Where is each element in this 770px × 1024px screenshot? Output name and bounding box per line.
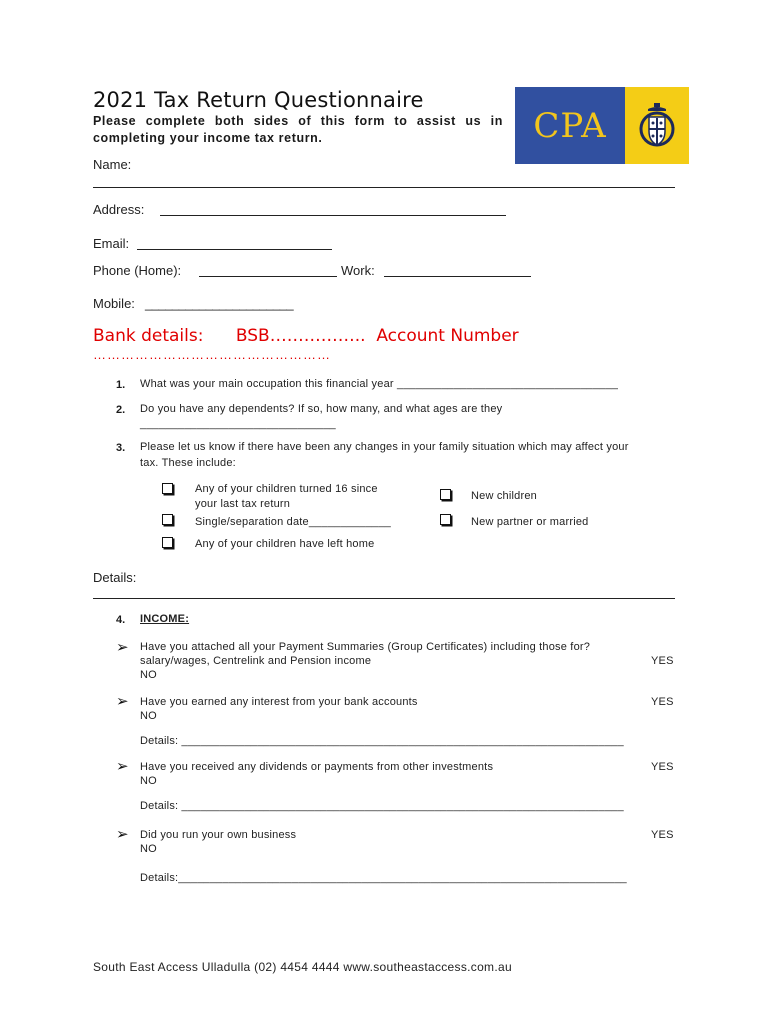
cpa-logo <box>515 87 689 164</box>
q2-number: 2. <box>116 404 126 416</box>
payment-summaries-no[interactable]: NO <box>140 669 157 681</box>
arrow-bullet-icon: ➢ <box>116 639 129 656</box>
footer-contact: South East Access Ulladulla (02) 4454 4444 www.southeastaccess.com.au <box>93 960 512 974</box>
q1-occupation[interactable]: What was your main occupation this financial year ___________________________________ <box>140 378 619 390</box>
q3-text-line-1: Please let us know if there have been any changes in your family situation which may affect your <box>140 441 629 453</box>
arrow-bullet-icon: ➢ <box>116 758 129 775</box>
dividends-question: Have you received any dividends or payments from other investments <box>140 761 494 773</box>
email-field[interactable] <box>137 249 332 250</box>
dividends-yes[interactable]: YES <box>651 761 674 773</box>
option-children-16-line-1: Any of your children turned 16 since <box>195 483 378 495</box>
business-no[interactable]: NO <box>140 843 157 855</box>
option-new-children: New children <box>471 490 537 502</box>
work-label: Work: <box>341 263 375 278</box>
checkbox-left-home[interactable] <box>162 537 173 548</box>
address-label: Address: <box>93 202 145 217</box>
dividends-details-field[interactable]: Details: ______________________________________________________________________ <box>140 800 624 812</box>
interest-question: Have you earned any interest from your bank accounts <box>140 696 418 708</box>
business-question: Did you run your own business <box>140 829 297 841</box>
checkbox-children-16[interactable] <box>162 483 173 494</box>
account-number-field[interactable]: …………………………………………… <box>93 347 331 362</box>
bank-details: Bank details: BSB…………….. Account Number <box>93 326 519 346</box>
q3-text-line-2: tax. These include: <box>140 457 236 469</box>
email-label: Email: <box>93 236 130 251</box>
instructions: Please complete both sides of this form to assist us in completing your income tax return. <box>93 114 503 145</box>
option-children-16-line-2: your last tax return <box>195 498 291 510</box>
payment-summaries-line-2: salary/wages, Centrelink and Pension income <box>140 655 372 667</box>
mobile-label: Mobile: <box>93 296 135 311</box>
interest-no[interactable]: NO <box>140 710 157 722</box>
details-field[interactable] <box>93 598 675 599</box>
name-field[interactable] <box>93 187 675 188</box>
page-title: 2021 Tax Return Questionnaire <box>93 88 424 112</box>
details-label: Details: <box>93 570 137 585</box>
crest-icon <box>625 87 689 164</box>
phone-home-field[interactable] <box>199 276 337 277</box>
option-new-partner: New partner or married <box>471 516 589 528</box>
q2-dependents: Do you have any dependents? If so, how many, and what ages are they <box>140 403 503 415</box>
checkbox-separation[interactable] <box>162 514 173 525</box>
logo-text: CPA <box>533 105 607 146</box>
income-heading: INCOME: <box>140 613 190 625</box>
checkbox-new-children[interactable] <box>440 489 451 500</box>
payment-summaries-yes[interactable]: YES <box>651 655 674 667</box>
address-field[interactable] <box>160 215 506 216</box>
option-left-home: Any of your children have left home <box>195 538 375 550</box>
option-separation: Single/separation date_____________ <box>195 516 391 528</box>
work-field[interactable] <box>384 276 531 277</box>
q4-number: 4. <box>116 614 126 626</box>
arrow-bullet-icon: ➢ <box>116 826 129 843</box>
business-yes[interactable]: YES <box>651 829 674 841</box>
q1-number: 1. <box>116 379 126 391</box>
dividends-no[interactable]: NO <box>140 775 157 787</box>
q2-dependents-field[interactable]: _______________________________ <box>140 418 336 430</box>
payment-summaries-line-1: Have you attached all your Payment Summaries (Group Certificates) including those for? <box>140 641 591 653</box>
interest-details-field[interactable]: Details: ______________________________________________________________________ <box>140 735 624 747</box>
business-details-field[interactable]: Details:_______________________________________________________________________ <box>140 872 627 884</box>
checkbox-new-partner[interactable] <box>440 514 451 525</box>
interest-yes[interactable]: YES <box>651 696 674 708</box>
arrow-bullet-icon: ➢ <box>116 693 129 710</box>
mobile-field[interactable]: ______________________ <box>145 296 294 311</box>
q3-number: 3. <box>116 442 126 454</box>
name-label: Name: <box>93 157 132 172</box>
phone-home-label: Phone (Home): <box>93 263 182 278</box>
